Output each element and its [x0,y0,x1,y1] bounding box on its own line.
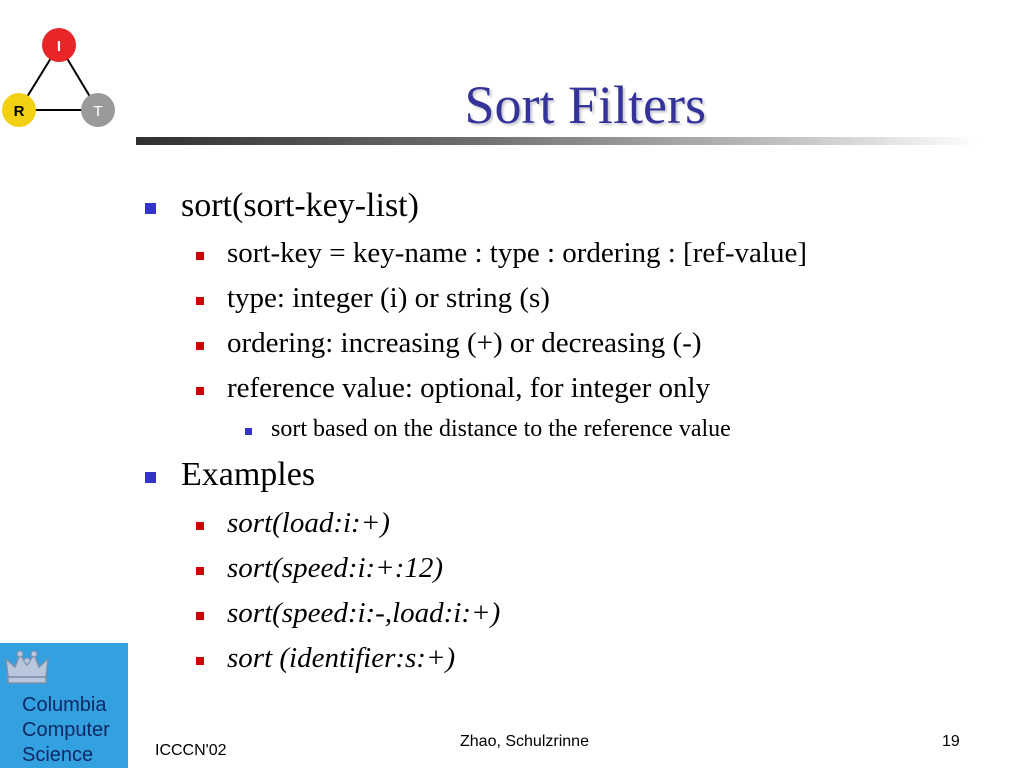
list-item-text: sort(speed:i:+:12) [227,552,444,584]
columbia-cs-logo [0,643,128,768]
logo-text-science: Science [22,744,94,766]
list-item-text: sort-key = key-name : type : ordering : [ref-value] [227,237,808,269]
footer-page-number: 19 [942,733,960,750]
square-bullet-icon [145,472,156,483]
footer-authors: Zhao, Schulzrinne [460,733,589,750]
logo-text-columbia: Columbia [22,694,107,716]
logo-label-t: T [93,103,103,120]
logo-label-i: I [56,38,62,55]
list-item-text: ordering: increasing (+) or decreasing (-) [227,327,702,359]
square-bullet-icon [145,203,156,214]
square-bullet-icon [196,567,204,575]
list-item-text: sort (identifier:s:+) [227,642,456,674]
list-item-text: type: integer (i) or string (s) [227,282,550,314]
list-item-text: sort(sort-key-list) [181,187,419,224]
square-bullet-icon [196,657,204,665]
logo-text-computer: Computer [22,719,110,741]
crown-icon [2,647,52,687]
slide-title: Sort Filters [464,75,706,135]
square-bullet-icon [196,522,204,530]
list-item-text: sort(load:i:+) [227,507,390,539]
logo-label-r: R [13,103,25,120]
title-divider [136,137,980,145]
list-item-text: sort based on the distance to the reference value [271,416,731,442]
list-item-text: reference value: optional, for integer only [227,372,711,404]
square-bullet-icon [196,612,204,620]
square-bullet-icon [245,428,252,435]
irt-logo [0,25,125,135]
square-bullet-icon [196,342,204,350]
square-bullet-icon [196,252,204,260]
footer-conference: ICCCN'02 [155,742,227,759]
list-item-text: Examples [181,456,316,493]
list-item-text: sort(speed:i:-,load:i:+) [227,597,501,629]
square-bullet-icon [196,387,204,395]
square-bullet-icon [196,297,204,305]
